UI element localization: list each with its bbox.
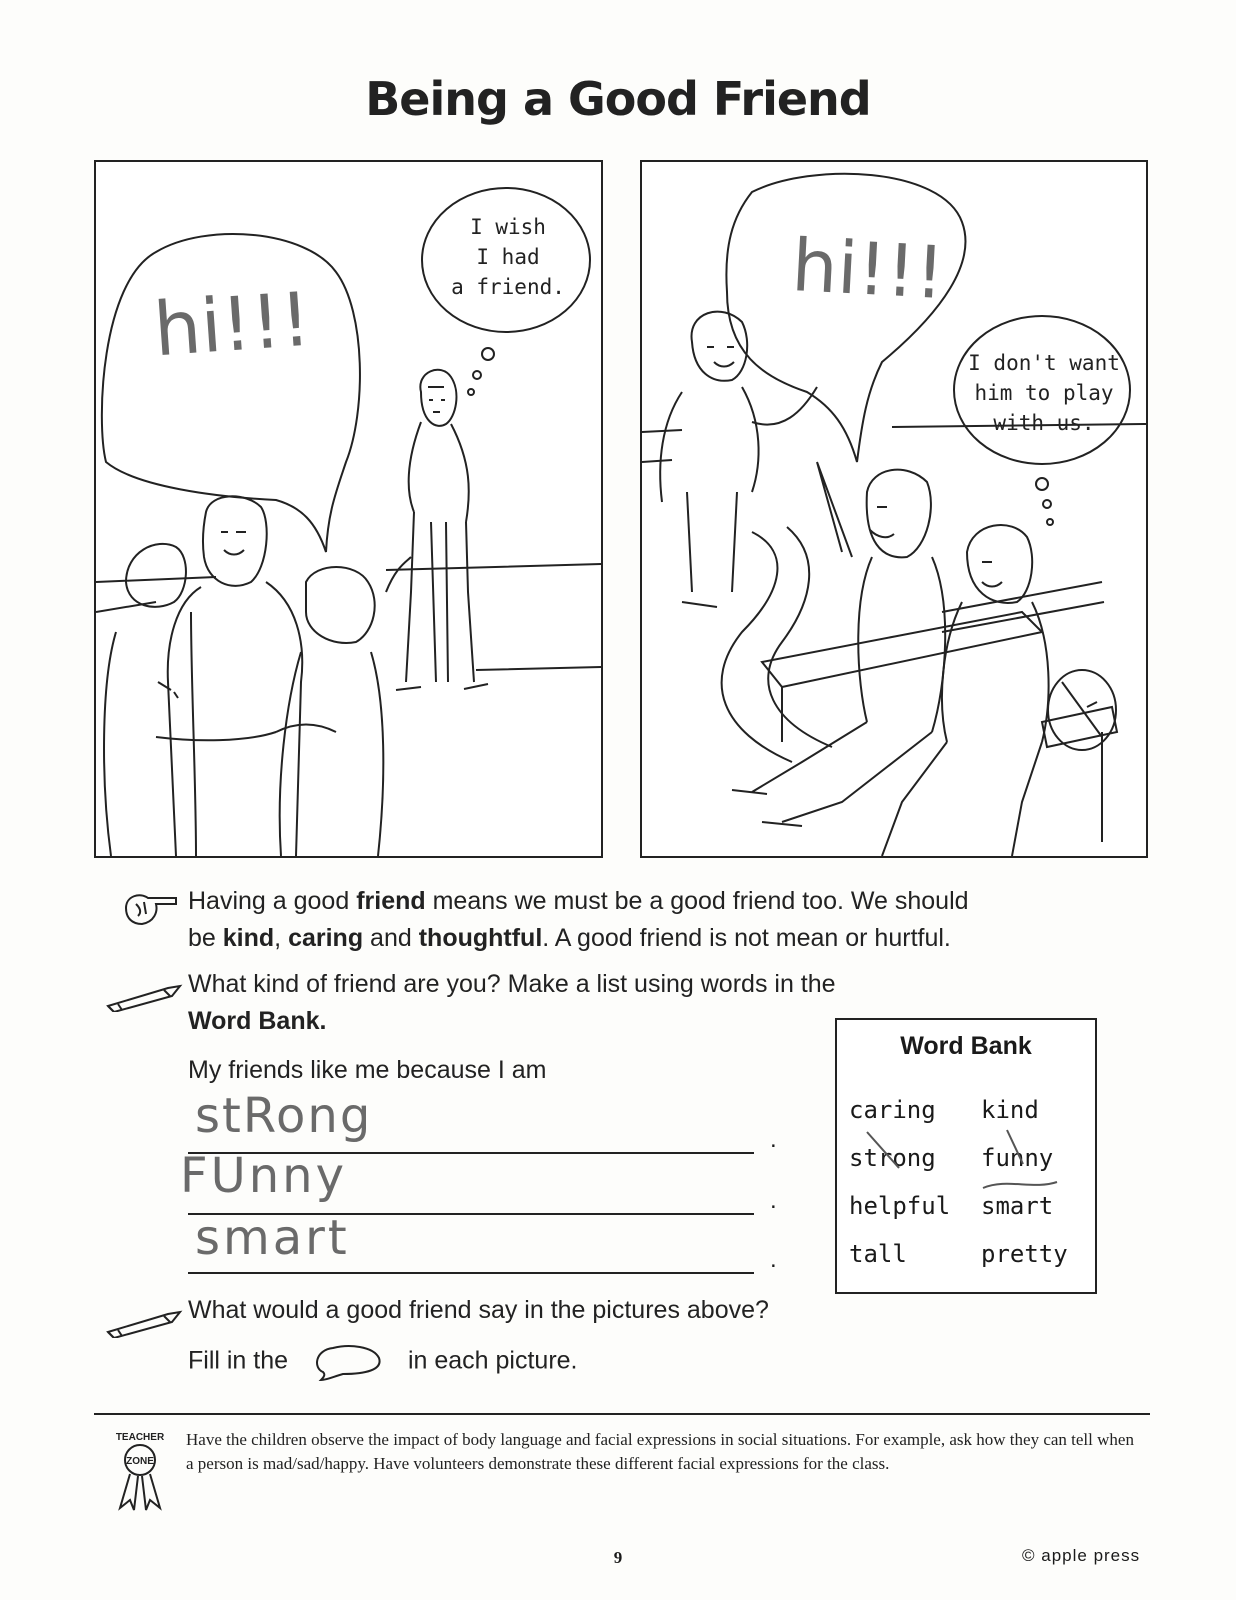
copyright: © apple press xyxy=(1022,1546,1141,1565)
intro-line-1 xyxy=(188,883,969,920)
task2-line-1: What would a good friend say in the pictures above? xyxy=(188,1296,769,1324)
answer-period-2: . xyxy=(770,1187,777,1214)
text-segment: in each picture. xyxy=(407,1346,578,1375)
bold-word-friend: friend xyxy=(356,887,426,915)
text-segment: , xyxy=(274,924,289,952)
handwritten-speech-left: hi!!! xyxy=(151,276,314,374)
thought-bubble-text-right xyxy=(954,348,1134,438)
intro-paragraph xyxy=(188,883,969,957)
task1-line-1: What kind of friend are you? Make a list using words in the xyxy=(188,970,836,998)
thought-line-3: a friend. xyxy=(451,275,565,299)
handwritten-speech-right: hi!!! xyxy=(789,223,947,315)
text-segment: be xyxy=(188,924,223,952)
word-bank-word: smart xyxy=(981,1192,1054,1220)
bold-word-thoughtful: thoughtful xyxy=(418,924,543,952)
text-segment: means we must be a good friend too. We should xyxy=(425,887,969,915)
word-bank-word: strong xyxy=(849,1144,936,1172)
thought-line-3: with us. xyxy=(993,411,1095,435)
pointing-hand-icon xyxy=(122,888,180,928)
word-bank-title: Word Bank xyxy=(900,1032,1032,1060)
handwritten-answer-3: smart xyxy=(195,1210,350,1266)
thought-line-2: him to play xyxy=(974,381,1114,405)
task1-prompt: My friends like me because I am xyxy=(188,1056,547,1084)
task1-instructions xyxy=(188,966,836,1040)
text-segment: and xyxy=(363,924,419,952)
word-bank-word: caring xyxy=(849,1096,936,1124)
thought-line-1: I don't want xyxy=(968,351,1120,375)
task2-line-2 xyxy=(188,1342,578,1382)
word-bank-word: tall xyxy=(849,1240,907,1268)
page-number: 9 xyxy=(613,1548,623,1567)
comic-panel-right xyxy=(640,160,1148,858)
thought-bubble-text-left xyxy=(428,212,588,302)
speech-bubble-icon xyxy=(313,1342,383,1382)
text-segment: Fill in the xyxy=(188,1346,289,1375)
word-bank-word: helpful xyxy=(849,1192,951,1220)
pencil-icon xyxy=(104,1304,184,1338)
badge-top-text: TEACHER xyxy=(115,1432,165,1443)
page-title: Being a Good Friend xyxy=(365,72,871,126)
text-segment: . A good friend is not mean or hurtful. xyxy=(542,924,951,952)
answer-line-3[interactable] xyxy=(188,1272,754,1274)
word-bank-word: kind xyxy=(981,1096,1039,1124)
footer-divider xyxy=(94,1413,1150,1415)
badge-center-text: ZONE xyxy=(126,1456,154,1467)
word-bank-word: pretty xyxy=(981,1240,1068,1268)
handwritten-answer-1: stRong xyxy=(195,1088,373,1144)
word-bank-word: funny xyxy=(981,1144,1054,1172)
text-segment: Having a good xyxy=(188,887,357,915)
intro-line-2 xyxy=(188,920,969,957)
answer-period-3: . xyxy=(770,1246,777,1273)
pencil-icon xyxy=(104,978,184,1012)
task1-line-2: Word Bank. xyxy=(188,1007,327,1035)
teacher-zone-badge-icon xyxy=(104,1428,176,1514)
bold-word-kind: kind xyxy=(222,924,275,952)
word-bank xyxy=(835,1018,1097,1294)
bold-word-caring: caring xyxy=(288,924,364,952)
thought-line-1: I wish xyxy=(470,215,546,239)
comic-panel-left xyxy=(94,160,603,858)
handwritten-answer-2: FUnny xyxy=(180,1148,347,1204)
thought-line-2: I had xyxy=(476,245,540,269)
answer-period-1: . xyxy=(770,1126,777,1153)
crossout-marks xyxy=(837,1020,1095,1292)
teacher-note: Have the children observe the impact of body language and facial expressions in social situations. For example, ask how they can tell when a person is mad/sad/happy. Have volunteers demonstrate these different facial expressions for the class. xyxy=(186,1430,1134,1473)
